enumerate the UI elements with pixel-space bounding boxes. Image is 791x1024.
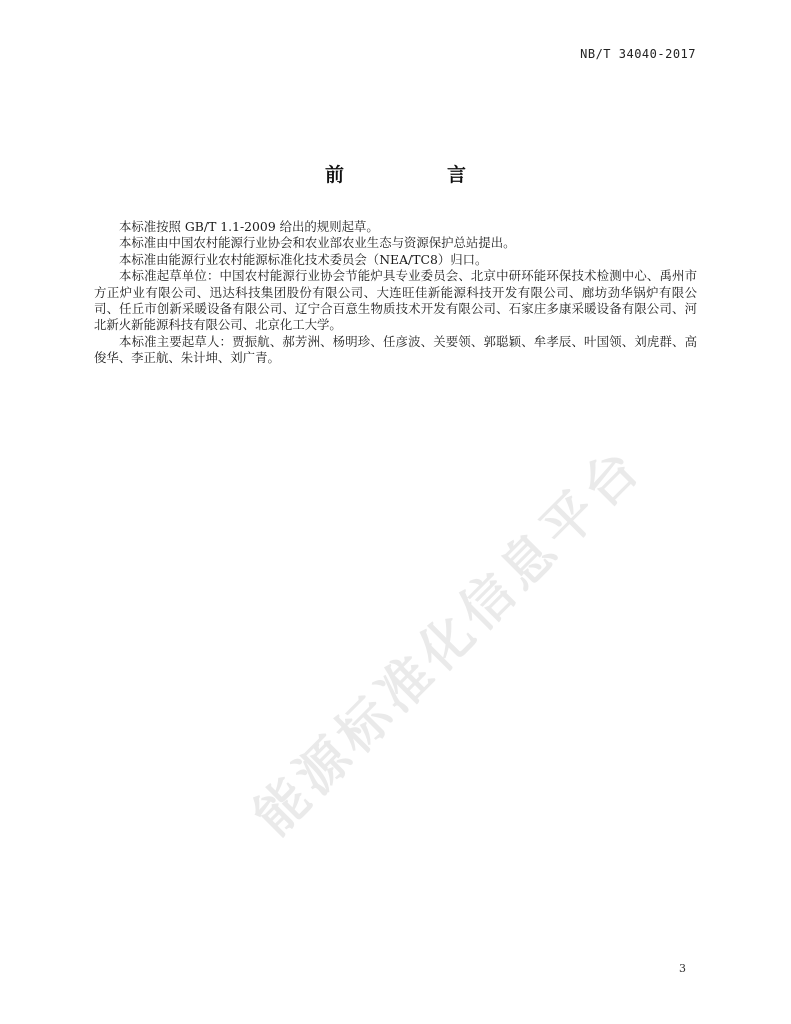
standard-code: NB/T 34040-2017 <box>580 47 696 61</box>
page-title: 前 言 <box>324 164 508 186</box>
watermark-text: 能源标准化信息平台 <box>242 435 655 848</box>
paragraph-proposer: 本标准由中国农村能源行业协会和农业部农业生态与资源保护总站提出。 <box>119 235 516 251</box>
paragraph-drafting-rules: 本标准按照 GB/T 1.1-2009 给出的规则起草。 <box>119 219 379 234</box>
paragraph-drafters: 本标准主要起草人：贾振航、郝芳洲、杨明珍、任彦波、关要领、郭聪颖、牟孝辰、叶国领、刘虎群、高俊华、李正航、朱计坤、刘广青。 <box>94 333 697 366</box>
page-number: 3 <box>679 962 686 975</box>
paragraph-drafting-units: 本标准起草单位：中国农村能源行业协会节能炉具专业委员会、北京中研环能环保技术检测中心、禹州市方正炉业有限公司、迅达科技集团股份有限公司、大连旺佳新能源科技开发有限公司、廊坊劲华锅炉有限公司、任丘市创新采暖设备有限公司、辽宁合百意生物质技术开发有限公司、石家庄多康采暖设备有限公司、河北新火新能源科技有限公司、北京化工大学。 <box>94 268 697 333</box>
paragraph-committee: 本标准由能源行业农村能源标准化技术委员会（NEA/TC8）归口。 <box>119 251 488 267</box>
foreword-body <box>94 219 697 367</box>
